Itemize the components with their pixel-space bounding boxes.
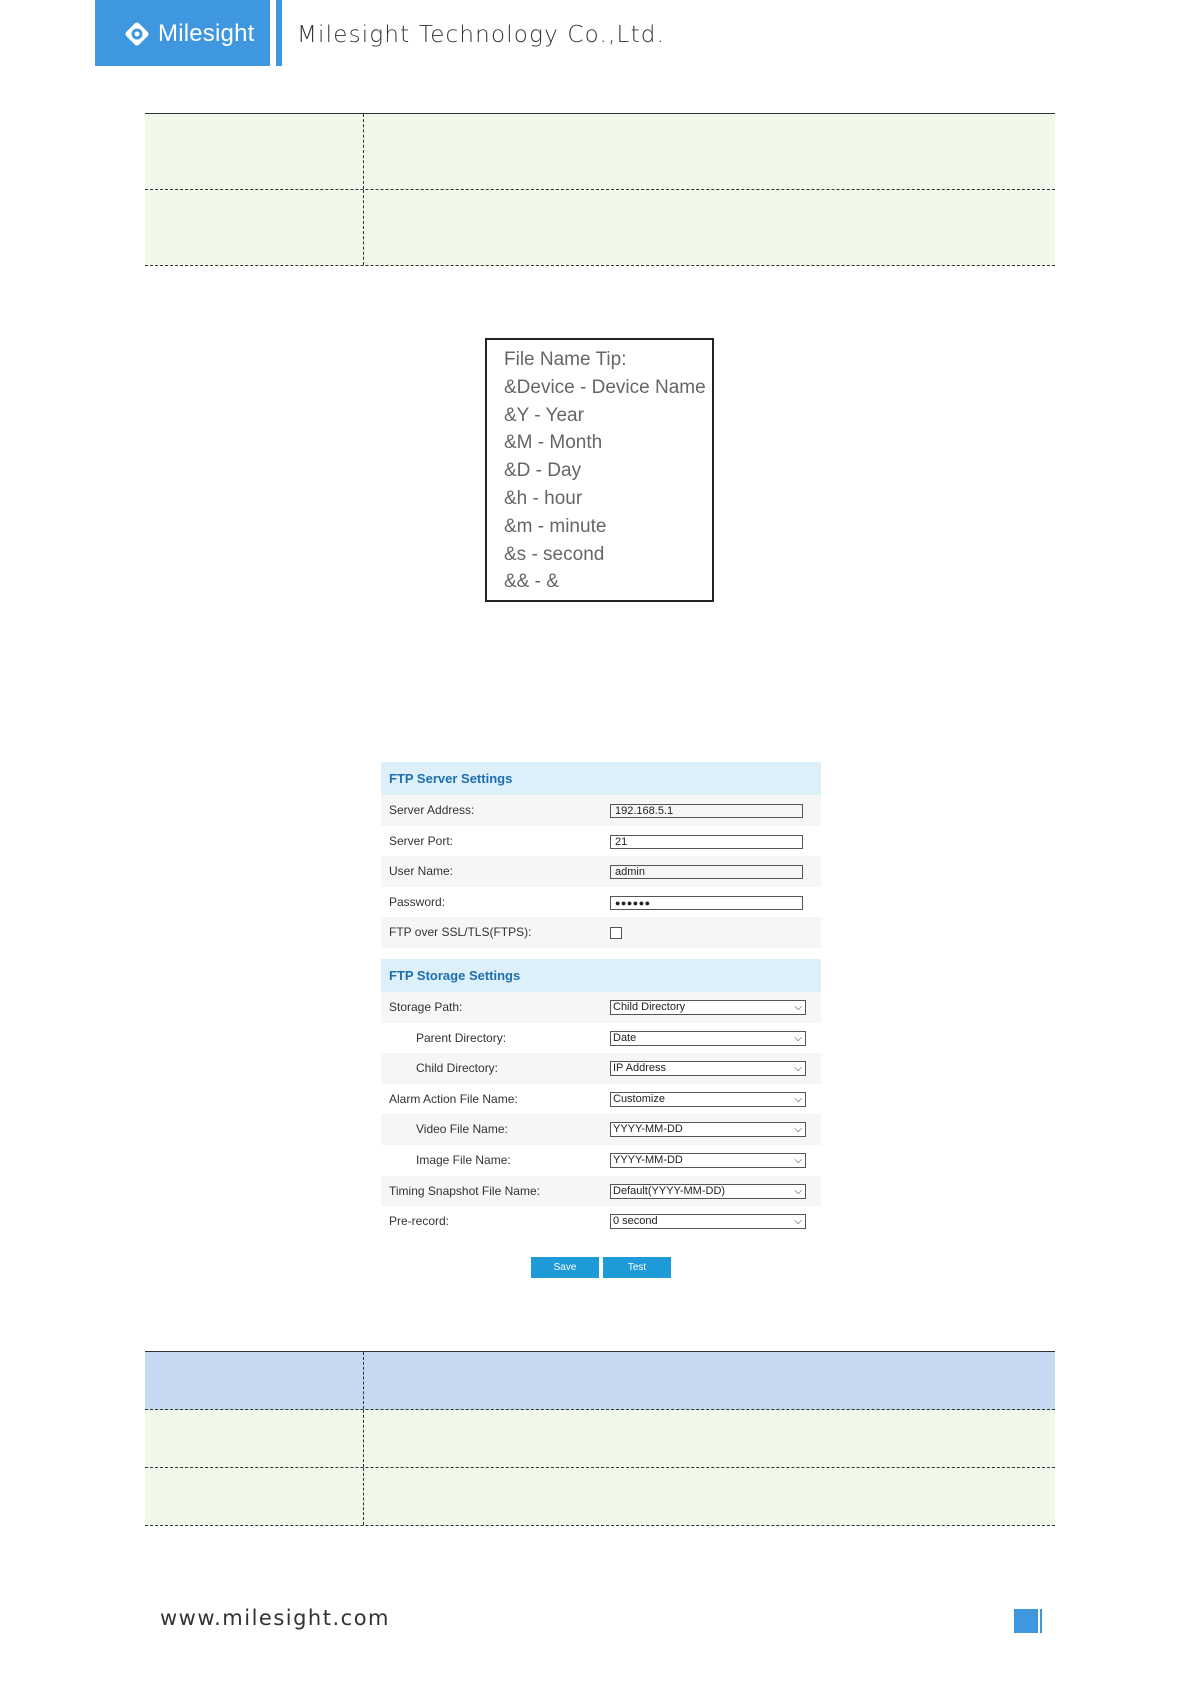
image-file-name-select[interactable] xyxy=(610,1153,806,1168)
pre-record-label: Pre-record: xyxy=(389,1214,450,1229)
server-address-row xyxy=(381,795,821,826)
ftps-label: FTP over SSL/TLS(FTPS): xyxy=(389,925,532,940)
tip-line: &Device - Device Name xyxy=(504,376,706,398)
page-marker xyxy=(1014,1609,1038,1633)
tip-line: File Name Tip: xyxy=(504,349,627,370)
chevron-down-icon: ⌵ xyxy=(794,1154,802,1166)
ftps-row xyxy=(381,917,821,948)
child-directory-value: IP Address xyxy=(613,1062,666,1075)
logo-text: Milesight xyxy=(158,20,255,47)
parent-directory-row xyxy=(381,1023,821,1054)
storage-path-value: Child Directory xyxy=(613,1000,686,1013)
tip-line: && - & xyxy=(504,571,559,593)
footer-url: www.milesight.com xyxy=(160,1606,390,1630)
chevron-down-icon: ⌵ xyxy=(794,1124,802,1136)
video-file-name-row xyxy=(381,1114,821,1145)
parameter-table-top xyxy=(145,113,1055,266)
ftp-settings-panel xyxy=(381,762,821,1237)
video-file-name-label: Video File Name: xyxy=(416,1122,508,1137)
user-name-input[interactable]: admin xyxy=(610,865,803,879)
child-directory-select[interactable] xyxy=(610,1061,806,1076)
server-address-label: Server Address: xyxy=(389,803,475,817)
timing-snapshot-label: Timing Snapshot File Name: xyxy=(389,1183,540,1198)
tip-line: &Y - Year xyxy=(504,404,584,426)
timing-snapshot-value: Default(YYYY-MM-DD) xyxy=(613,1184,726,1197)
server-port-label: Server Port: xyxy=(389,833,454,848)
alarm-file-name-value: Customize xyxy=(613,1092,665,1105)
image-file-name-row xyxy=(381,1145,821,1176)
tip-line: &m - minute xyxy=(504,515,607,537)
child-directory-row xyxy=(381,1053,821,1084)
chevron-down-icon: ⌵ xyxy=(794,1216,802,1228)
child-directory-label: Child Directory: xyxy=(416,1061,499,1076)
parent-directory-value: Date xyxy=(613,1031,637,1044)
storage-path-label: Storage Path: xyxy=(389,999,463,1014)
alarm-file-name-select[interactable] xyxy=(610,1092,806,1107)
chevron-down-icon: ⌵ xyxy=(794,1032,802,1044)
page-marker-bar xyxy=(1040,1609,1042,1633)
chevron-down-icon: ⌵ xyxy=(794,1001,802,1013)
company-name: Milesight Technology Co.,Ltd. xyxy=(297,22,666,48)
password-row xyxy=(381,887,821,918)
parent-directory-label: Parent Directory: xyxy=(416,1030,507,1045)
save-button[interactable]: Save xyxy=(531,1257,599,1278)
pre-record-select[interactable] xyxy=(610,1214,806,1229)
storage-path-select[interactable] xyxy=(610,1000,806,1015)
table-row xyxy=(145,114,1055,190)
ftp-server-settings-header: FTP Server Settings xyxy=(381,762,821,795)
test-button[interactable]: Test xyxy=(603,1257,671,1278)
table-header-row xyxy=(145,1352,1055,1410)
table-cell xyxy=(145,1352,364,1409)
timing-snapshot-row xyxy=(381,1176,821,1207)
parameter-table-bottom xyxy=(145,1351,1055,1526)
timing-snapshot-select[interactable] xyxy=(610,1184,806,1199)
server-port-row xyxy=(381,826,821,857)
tip-line: &D - Day xyxy=(504,460,582,482)
chevron-down-icon: ⌵ xyxy=(794,1063,802,1075)
table-cell xyxy=(145,1410,364,1467)
tip-line: &M - Month xyxy=(504,432,603,454)
milesight-logo-icon xyxy=(122,19,152,49)
table-row xyxy=(145,1468,1055,1526)
ftp-storage-settings-header: FTP Storage Settings xyxy=(381,959,821,992)
ftps-checkbox[interactable] xyxy=(610,927,622,939)
table-row xyxy=(145,1410,1055,1468)
server-port-input[interactable]: 21 xyxy=(610,835,803,849)
server-address-input[interactable]: 192.168.5.1 xyxy=(610,804,803,818)
password-input[interactable]: ●●●●●● xyxy=(610,896,803,910)
file-name-tip-box xyxy=(485,338,714,602)
video-file-name-value: YYYY-MM-DD xyxy=(613,1123,683,1136)
storage-path-row xyxy=(381,992,821,1023)
user-name-label: User Name: xyxy=(389,864,454,879)
pre-record-row xyxy=(381,1206,821,1237)
tip-line: &h - hour xyxy=(504,487,583,509)
tip-line: &s - second xyxy=(504,543,605,565)
table-cell xyxy=(145,190,364,265)
logo-divider xyxy=(276,0,282,66)
video-file-name-select[interactable] xyxy=(610,1122,806,1137)
image-file-name-value: YYYY-MM-DD xyxy=(613,1153,683,1166)
pre-record-value: 0 second xyxy=(613,1215,658,1228)
parent-directory-select[interactable] xyxy=(610,1031,806,1046)
password-label: Password: xyxy=(389,894,446,909)
table-row xyxy=(145,190,1055,266)
chevron-down-icon: ⌵ xyxy=(794,1185,802,1197)
alarm-file-name-label: Alarm Action File Name: xyxy=(389,1091,518,1106)
chevron-down-icon: ⌵ xyxy=(794,1093,802,1105)
image-file-name-label: Image File Name: xyxy=(416,1152,511,1167)
alarm-file-name-row xyxy=(381,1084,821,1115)
table-cell xyxy=(145,114,364,189)
user-name-row xyxy=(381,856,821,887)
table-cell xyxy=(145,1468,364,1525)
